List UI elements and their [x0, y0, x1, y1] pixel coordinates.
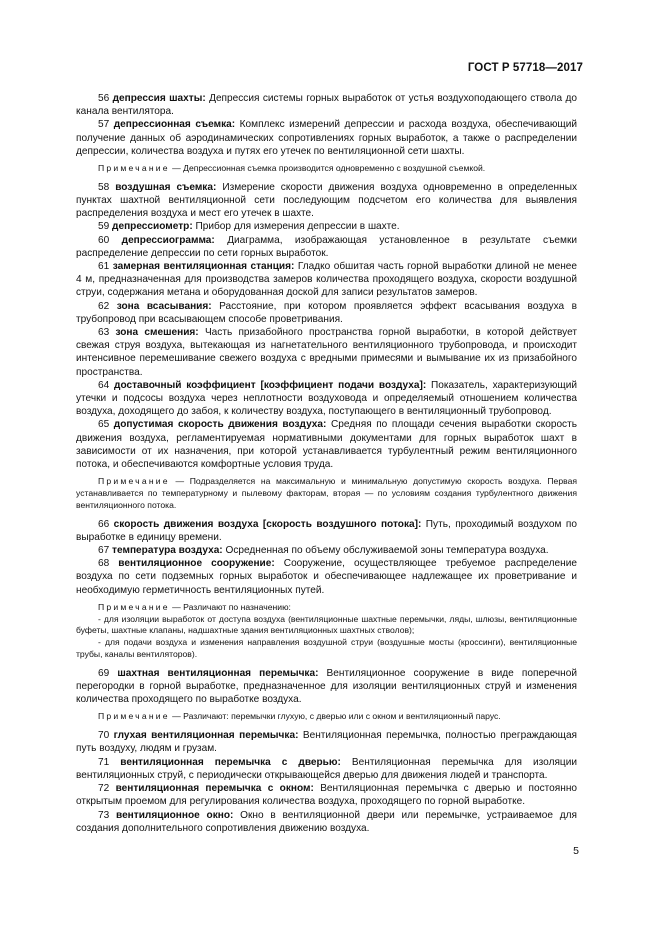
entry-63 [76, 326, 577, 379]
entry-number: 58 [98, 181, 110, 193]
entry-definition: Путь, проходимый воздухом по выработке в единицу времени. [76, 518, 577, 543]
entry-definition: Сооружение, осуществляющее требуемое распределение воздуха по сети подземных горных выработок и обеспечивающее надлежащее их проветривание и необходимую герметичность вентиляционных путей. [76, 558, 577, 596]
entry-number: 63 [98, 327, 110, 339]
entry-number: 72 [98, 783, 110, 795]
entry-term: депрессионная съемка: [113, 119, 236, 131]
entry-number: 61 [98, 261, 110, 273]
entry-69 [76, 667, 577, 707]
entry-number: 56 [98, 93, 110, 104]
entry-definition: Диаграмма, изображающая установленное в результате съемки распределение депрессии по сети горных выработок. [76, 234, 577, 259]
entry-definition: Осредненная по объему обслуживаемой зоны температура воздуха. [225, 545, 549, 557]
entry-67 [76, 544, 577, 557]
entry-term: шахтная вентиляционная перемычка: [117, 667, 319, 679]
entry-definition: Вентиляционная перемычка для изоляции вентиляционных струй, с периодически открывающейся дверью для движения людей и транспорта. [76, 756, 577, 781]
note-intro [76, 602, 577, 614]
entry-number: 67 [98, 545, 110, 557]
entry-62 [76, 300, 577, 326]
entry-number: 71 [98, 756, 110, 768]
entry-66 [76, 518, 577, 544]
document-code: ГОСТ Р 57718—2017 [467, 62, 583, 74]
entry-term: депрессиометр: [112, 221, 193, 233]
document-body [76, 92, 577, 835]
note-label: Примечание [98, 711, 170, 722]
entry-number: 69 [98, 667, 110, 679]
entry-term: замерная вентиляционная станция: [112, 261, 295, 273]
page-number: 5 [573, 845, 579, 857]
note-text: — Подразделяется на максимальную и минимальную допустимую скорость воздуха. Первая устанавливается по температурному и пылевому факторам, вторая — по условиям создания турбулентного движения вентиляционного потока. [76, 476, 577, 510]
entry-70 [76, 729, 577, 755]
entry-term: глухая вентиляционная перемычка: [113, 730, 299, 742]
entry-number: 64 [98, 379, 110, 391]
entry-71 [76, 756, 577, 782]
entry-59 [76, 220, 577, 233]
entry-64 [76, 379, 577, 419]
entry-number: 65 [98, 419, 110, 431]
entry-definition: Гладко обшитая часть горной выработки длиной не менее 4 м, предназначенная для производства замеров количества проходящего воздуха, скорости воздушной струи, содержания метана и оборудованная доской для записи результатов замеров. [76, 261, 577, 299]
entry-57 [76, 118, 577, 158]
entry-definition: Окно в вентиляционной двери или перемычке, устраиваемое для создания дополнительного сопротивления движению воздуха. [76, 809, 577, 834]
entry-term: вентиляционная перемычка с дверью: [120, 756, 341, 768]
entry-65 [76, 418, 577, 471]
entry-72 [76, 782, 577, 808]
note-65 [76, 476, 577, 511]
entry-term: депрессия шахты: [112, 93, 206, 104]
entry-58 [76, 181, 577, 221]
entry-number: 57 [98, 119, 110, 131]
entry-definition: Измерение скорости движения воздуха одновременно в определенных пунктах шахтной вентиляционной сети последующим подсчетом его количества для выявления распределения воздуха и мест его утечек в шахте. [76, 181, 577, 220]
note-text: — Различают: перемычки глухую, с дверью или с окном и вентиляционный парус. [172, 711, 501, 722]
entry-definition: Вентиляционная перемычка с дверью и постоянно открытым проемом для регулирования количества воздуха, проходящего по горной выработке. [76, 783, 578, 808]
entry-definition: Комплекс измерений депрессии и расхода воздуха, обеспечивающий получение данных об аэродинамических сопротивлениях горных выработок, а также о распределении депрессии, количества воздуха и путях его утечек по вентиляционной сети шахты. [76, 119, 577, 157]
entry-60 [76, 234, 577, 260]
entry-term: зона смешения: [115, 327, 199, 339]
entry-number: 68 [98, 558, 110, 570]
entry-definition: Расстояние, при котором проявляется эффект всасывания воздуха в трубопровод при всасывающем способе проветривания. [76, 300, 577, 325]
entry-definition: Вентиляционная перемычка, полностью преграждающая путь воздуху, людям и грузам. [76, 730, 578, 755]
entry-term: вентиляционная перемычка с окном: [115, 783, 314, 795]
entry-number: 66 [98, 518, 110, 530]
entry-number: 59 [98, 221, 110, 233]
entry-term: вентиляционное окно: [116, 809, 234, 821]
note-69 [76, 711, 577, 723]
entry-term: зона всасывания: [116, 300, 212, 312]
entry-definition: Часть призабойного пространства горной выработки, в которой действует свежая струя воздуха, вытекающая из нагнетательного вентиляционного трубопровода, и происходит интенсивное перемешивание свежего воздуха с вредными примесями и вымывание их из призабойного пространства. [76, 327, 577, 378]
entry-term: доставочный коэффициент [коэффициент подачи воздуха]: [114, 379, 427, 391]
note-list-item: - для изоляции выработок от доступа воздуха (вентиляционные шахтные перемычки, ляды, шлюзы, вентиляционные буфеты, шахтные клапаны, надшахтные здания вентиляционных шахтных стволов); [76, 613, 577, 636]
entry-term: депрессиограмма: [121, 234, 215, 246]
note-label: Примечание [98, 163, 170, 174]
note-text: — Различают по назначению: [172, 601, 291, 612]
note-68 [76, 602, 577, 661]
entry-68 [76, 557, 577, 597]
entry-73 [76, 809, 577, 835]
entry-term: воздушная съемка: [115, 181, 217, 193]
entry-definition: Вентиляционное сооружение в виде поперечной перегородки в горной выработке, предназначенное для изоляции вентиляционных струй и изменения количества проходящего по выработке воздуха. [76, 667, 577, 706]
note-label: Примечание [98, 476, 170, 487]
entry-definition: Показатель, характеризующий утечки и подсосы воздуха через неплотности воздуховода и определяемый отношением количества воздуха, доходящего до забоя, к количеству воздуха, поступающего в вентиляционный трубопровод. [76, 379, 577, 418]
note-text: — Депрессионная съемка производится одновременно с воздушной съемкой. [172, 163, 486, 174]
note-label: Примечание [98, 601, 170, 612]
entry-number: 70 [98, 730, 110, 742]
entry-definition: Прибор для измерения депрессии в шахте. [195, 221, 400, 233]
entry-definition: Средняя по площади сечения выработки скорость движения воздуха, регламентируемая нормативными документами для горных выработок шахт в зависимости от их назначения, при которой устанавливается турбулентный режим вентиляционного потока, и обеспечиваются комфортные условия труда. [76, 419, 577, 471]
entry-term: скорость движения воздуха [скорость воздушного потока]: [113, 518, 422, 530]
entry-definition: Депрессия системы горных выработок от устья воздухоподающего ствола до канала вентилятора. [76, 93, 577, 118]
entry-number: 60 [98, 234, 110, 246]
entry-number: 62 [98, 300, 110, 312]
note-57 [76, 163, 577, 175]
entry-number: 73 [98, 809, 110, 821]
entry-61 [76, 260, 577, 300]
entry-term: вентиляционное сооружение: [118, 558, 275, 570]
entry-term: температура воздуха: [112, 545, 223, 557]
entry-term: допустимая скорость движения воздуха: [113, 419, 327, 431]
entry-56 [76, 92, 577, 118]
note-list-item: - для подачи воздуха и изменения направления воздушной струи (воздушные мосты (кроссинги), вентиляционные трубы, каналы вентиляторов). [76, 637, 577, 660]
